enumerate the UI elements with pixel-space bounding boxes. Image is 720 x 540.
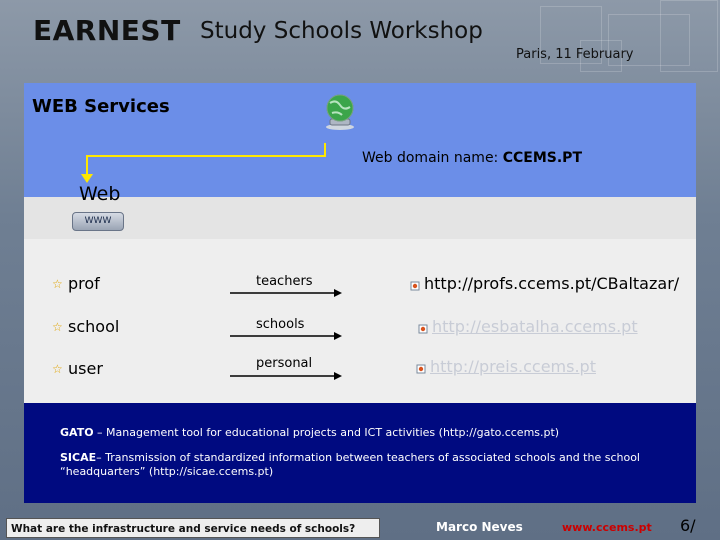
- star-icon: ☆: [52, 362, 63, 376]
- gato-dash: –: [93, 426, 103, 439]
- gato-label: GATO: [60, 426, 94, 439]
- arrow-icon: [230, 371, 342, 381]
- row-left-label: user: [68, 359, 103, 378]
- arrow-icon: [230, 288, 342, 298]
- arrow-icon: [230, 331, 342, 341]
- row-mid-label: teachers: [256, 274, 313, 289]
- footer-website-link[interactable]: www.ccems.pt: [562, 521, 652, 534]
- row-left-label: school: [68, 317, 120, 336]
- globe-icon: [318, 91, 362, 131]
- web-label: Web: [79, 183, 121, 205]
- row-mid-label: personal: [256, 356, 313, 371]
- arrow-icon: [81, 174, 93, 183]
- sicae-text: – Transmission of standardized information between teachers of associated schools and the school “headquarters” (http://sicae.ccems.pt): [60, 451, 640, 478]
- link-icon: [416, 364, 426, 374]
- star-icon: ☆: [52, 277, 63, 291]
- page-number: 6/: [680, 516, 696, 535]
- sicae-label: SICAE: [60, 451, 97, 464]
- row-left-label: prof: [68, 274, 100, 293]
- footer-question: What are the infrastructure and service needs of schools?: [6, 518, 380, 538]
- content-panel: [24, 83, 696, 503]
- section-title: WEB Services: [32, 96, 170, 117]
- star-icon: ☆: [52, 320, 63, 334]
- header-title-bold: EARNEST: [33, 14, 181, 47]
- row-mid-label: schools: [256, 317, 305, 332]
- header-subtitle: Paris, 11 February: [516, 47, 634, 62]
- connector-line: [86, 155, 326, 157]
- domain-value: CCEMS.PT: [502, 150, 582, 166]
- link-icon: [418, 324, 428, 334]
- white-band: [24, 197, 696, 239]
- connector-line: [324, 143, 326, 157]
- header-title: Study Schools Workshop: [200, 18, 483, 44]
- row-url-link[interactable]: http://profs.ccems.pt/CBaltazar/: [424, 274, 680, 293]
- gato-text: Management tool for educational projects and ICT activities (http://gato.ccems.pt): [102, 426, 560, 439]
- sicae-description: [60, 451, 680, 479]
- domain-name: [362, 150, 582, 166]
- header-decoration: [660, 0, 718, 72]
- footer-author: Marco Neves: [436, 520, 523, 534]
- www-badge-icon[interactable]: WWW: [72, 212, 124, 231]
- link-icon: [410, 281, 420, 291]
- gato-description: [60, 426, 680, 440]
- row-url-link[interactable]: http://preis.ccems.pt: [430, 357, 596, 376]
- domain-label: Web domain name:: [362, 150, 499, 166]
- row-url-link[interactable]: http://esbatalha.ccems.pt: [432, 317, 638, 336]
